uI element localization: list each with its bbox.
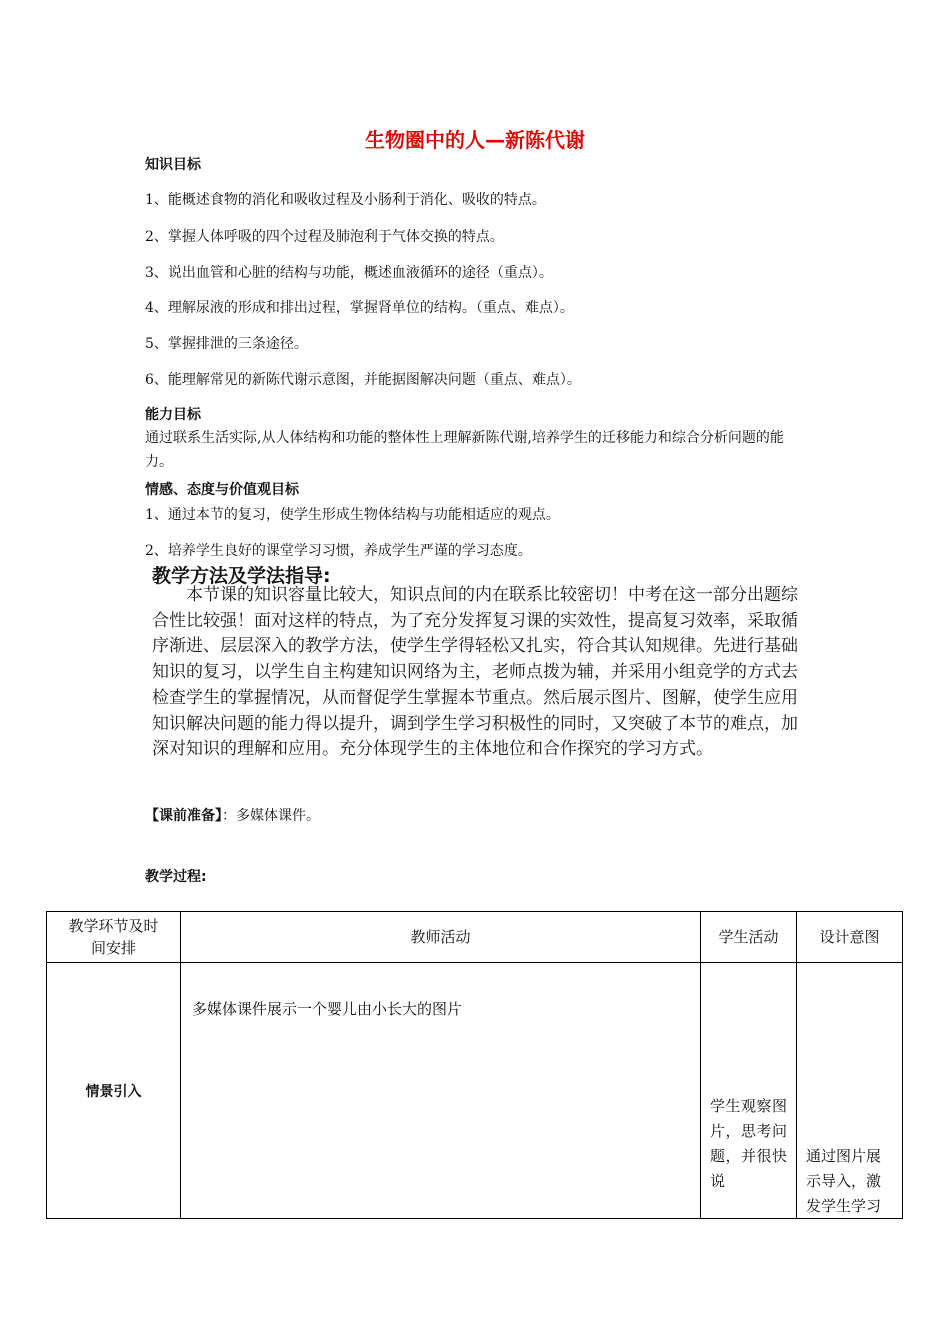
process-table bbox=[46, 911, 903, 1219]
header-stage: 教学环节及时间安排 bbox=[47, 912, 181, 963]
method-heading: 教学方法及学法指导: bbox=[152, 565, 331, 587]
student-activity: 学生观察图片，思考问题，并很快说 bbox=[710, 1097, 787, 1190]
prep-label: 【课前准备】 bbox=[145, 808, 222, 824]
header-student: 学生活动 bbox=[701, 912, 797, 963]
header-intent: 设计意图 bbox=[797, 912, 903, 963]
prep-text: ：多媒体课件。 bbox=[222, 808, 320, 824]
prep-line bbox=[145, 805, 320, 825]
method-text: 本节课的知识容量比较大，知识点间的内在联系比较密切！中考在这一部分出题综合性比较强！面对这样的特点，为了充分发挥复习课的实效性，提高复习效率，采取循序渐进、层层深入的教学方法，使学生学得轻松又扎实，符合其认知规律。先进行基础知识的复习，以学生自主构建知识网络为主，老师点拨为辅，并采用小组竞学的方式去检查学生的掌握情况，从而督促学生掌握本节重点。然后展示图片、图解，使学生应用知识解决问题的能力得以提升，调到学生学习积极性的同时，又突破了本节的难点，加深对知识的理解和应用。充分体现学生的主体地位和合作探究的学习方式。 bbox=[152, 585, 798, 760]
knowledge-heading: 知识目标 bbox=[145, 157, 201, 173]
intent-cell bbox=[797, 963, 903, 1219]
table-row bbox=[47, 963, 903, 1219]
student-cell bbox=[701, 963, 797, 1219]
ability-heading: 能力目标 bbox=[145, 407, 201, 423]
knowledge-item-2: 2、掌握人体呼吸的四个过程及肺泡利于气体交换的特点。 bbox=[145, 229, 504, 245]
knowledge-item-4: 4、理解尿液的形成和排出过程，掌握肾单位的结构。（重点、难点）。 bbox=[145, 300, 574, 316]
knowledge-item-5: 5、掌握排泄的三条途径。 bbox=[145, 336, 308, 352]
table-header-row bbox=[47, 912, 903, 963]
page-title: 生物圈中的人—新陈代谢 bbox=[365, 128, 585, 152]
stage-cell: 情景引入 bbox=[47, 963, 181, 1219]
emotion-item-2: 2、培养学生良好的课堂学习习惯，养成学生严谨的学习态度。 bbox=[145, 543, 532, 559]
ability-text: 通过联系生活实际,从人体结构和功能的整体性上理解新陈代谢,培养学生的迁移能力和综合分析问题的能力。 bbox=[145, 430, 784, 470]
emotion-item-1: 1、通过本节的复习，使学生形成生物体结构与功能相适应的观点。 bbox=[145, 507, 560, 523]
design-intent: 通过图片展示导入，激发学生学习 bbox=[806, 1147, 882, 1215]
knowledge-item-1: 1、能概述食物的消化和吸收过程及小肠利于消化、吸收的特点。 bbox=[145, 192, 546, 208]
teacher-activity: 多媒体课件展示一个婴儿由小长大的图片 bbox=[192, 1000, 463, 1018]
process-heading: 教学过程: bbox=[145, 869, 207, 885]
knowledge-item-3: 3、说出血管和心脏的结构与功能，概述血液循环的途径（重点）。 bbox=[145, 265, 553, 281]
emotion-heading: 情感、态度与价值观目标 bbox=[145, 482, 299, 498]
teacher-cell bbox=[181, 963, 701, 1219]
header-teacher: 教师活动 bbox=[181, 912, 701, 963]
knowledge-item-6: 6、能理解常见的新陈代谢示意图，并能据图解决问题（重点、难点）。 bbox=[145, 372, 581, 388]
